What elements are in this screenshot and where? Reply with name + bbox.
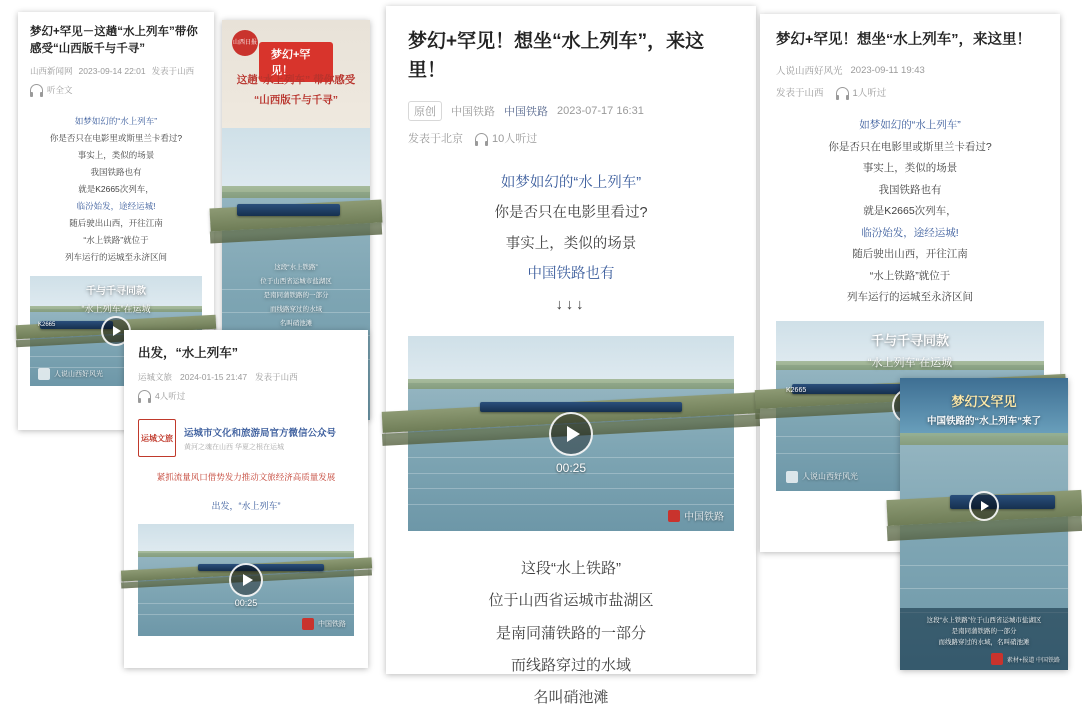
headphone-icon (475, 133, 488, 146)
body-line: 我国铁路也有 (90, 167, 142, 178)
seal-icon: 山西日报 (232, 30, 258, 56)
train-label: K2665 (786, 386, 807, 394)
poster-badge: 梦幻+罕见！ (259, 42, 333, 82)
play-icon[interactable] (229, 563, 263, 597)
logo-icon (991, 653, 1003, 665)
body-line: 列车运行的运城至永济区间 (847, 291, 973, 304)
article-meta (30, 65, 202, 77)
body-line: 如梦如幻的“水上列车” (859, 119, 961, 132)
account-subtitle: 黄河之魂在山西 华夏之根在运城 (184, 443, 284, 451)
footer-credit (991, 653, 1060, 665)
watermark-label: 中国铁路 (318, 621, 346, 629)
page-title: 出发，“水上列车” (138, 346, 239, 360)
body-line: 你是否只在电影里或斯里兰卡看过? (828, 140, 992, 153)
body-line: 这段“水上铁路” (521, 560, 621, 578)
source-label: 山西新闻网 (30, 66, 73, 77)
headphone-icon (836, 87, 849, 100)
play-icon[interactable] (969, 491, 999, 521)
body-line: 是南同蒲铁路的一部分 (495, 624, 647, 642)
down-arrow-icon: ↓↓↓ (555, 296, 587, 313)
logo-icon (668, 510, 680, 522)
body-line: 列车运行的运城至永济区间 (64, 252, 167, 263)
article-meta (138, 371, 354, 383)
official-account-row[interactable] (138, 419, 354, 457)
article-meta-secondary (776, 85, 1044, 99)
listen-label: 1人听过 (852, 88, 887, 100)
train-label: K2665 (38, 322, 56, 329)
publish-location: 发表于山西 (255, 372, 298, 383)
listen-button[interactable] (30, 83, 73, 96)
listen-label: 4人听过 (155, 390, 186, 401)
overlay-subtitle: “水上列车”在运城 (867, 356, 953, 369)
article-body (774, 115, 1046, 309)
author-label: 中国铁路 (451, 106, 495, 118)
account-seal-icon: 运城文旅 (138, 419, 176, 457)
poster-line-1: 这趟“水上列车” 带你感受 (236, 74, 356, 86)
overlay-title: 千与千寻同款 (870, 332, 949, 348)
body-line: 就是K2665次列车， (863, 205, 957, 218)
body-line: “水上铁路”就位于 (83, 235, 149, 246)
overlay-subtitle: 中国铁路的“水上列车”来了 (926, 416, 1041, 427)
caption-4: 而线路穿过的水域 (270, 306, 322, 313)
watermark-label: 人说山西好风光 (54, 371, 103, 379)
video-duration: 00:25 (555, 460, 587, 475)
video-thumbnail-3[interactable] (138, 524, 354, 636)
account-link[interactable]: 中国铁路 (504, 106, 548, 118)
body-line: 名叫硝池滩 (533, 689, 609, 707)
caption-3: 而线路穿过的水域，名叫硝池滩 (938, 638, 1030, 646)
article-meta (408, 101, 734, 121)
headphone-icon (30, 84, 43, 97)
poster-card-6[interactable] (900, 378, 1068, 670)
watermark (668, 508, 724, 523)
article-meta-secondary (408, 130, 734, 146)
slogan-text: 紧抓流量风口借势发力推动文旅经济高质量发展 (156, 472, 336, 483)
publish-location: 发表于北京 (408, 133, 463, 145)
video-duration: 00:25 (234, 598, 258, 609)
listen-label: 听全文 (47, 84, 73, 95)
watermark-label: 人说山西好风光 (802, 472, 858, 482)
overlay-subtitle: “水上列车”在运城 (81, 304, 151, 315)
body-line: 随后驶出山西，开往江南 (69, 218, 163, 229)
source-label: 人说山西好风光 (776, 66, 843, 78)
publish-location: 发表于山西 (151, 66, 195, 77)
body-line: “水上铁路”就位于 (869, 269, 951, 282)
caption-1: 这段“水上铁路” (274, 264, 318, 271)
watermark (786, 471, 858, 483)
publish-datetime: 2023-07-17 16:31 (557, 105, 644, 117)
body-line: 就是K2665次列车， (78, 184, 154, 195)
article-body-2 (406, 553, 736, 714)
article-card-3[interactable] (124, 330, 368, 668)
overlay-title: 梦幻又罕见 (951, 394, 1017, 409)
caption-3: 是南同蒲铁路的一部分 (263, 292, 329, 299)
body-line: 你是否只在电影里看过? (494, 205, 648, 222)
listen-label: 10人听过 (492, 133, 538, 145)
body-line: 随后驶出山西，开往江南 (852, 248, 968, 261)
watermark (38, 368, 103, 380)
headphone-icon (138, 390, 151, 403)
body-line: 我国铁路也有 (878, 183, 942, 196)
publish-date: 2024-01-15 21:47 (180, 372, 248, 383)
video-thumbnail-main[interactable] (408, 336, 734, 531)
page-title: 梦幻+罕见－这趟“水上列车”带你感受“山西版千与千寻” (30, 26, 198, 55)
page-title: 梦幻+罕见！想坐“水上列车”，来这里！ (776, 32, 1031, 48)
poster-image-6[interactable] (900, 378, 1068, 670)
overlay-title: 千与千寻同款 (86, 286, 146, 298)
watermark-label: 中国铁路 (684, 512, 724, 524)
caption-2: 位于山西省运城市盐湖区 (260, 278, 332, 285)
poster-line-2: “山西版千与千寻” (254, 94, 338, 106)
article-card-main[interactable] (386, 6, 756, 707)
account-name: 运城市文化和旅游局官方微信公众号 (184, 427, 337, 439)
listen-button[interactable] (138, 389, 185, 402)
body-line: 临汾始发，途经运城! (861, 226, 959, 239)
body-line: 而线路穿过的水域 (510, 656, 631, 674)
source-label: 运城文旅 (138, 372, 173, 383)
body-line: 事实上，类似的场景 (505, 235, 637, 252)
logo-icon (786, 471, 798, 483)
logo-icon (38, 368, 50, 380)
play-icon[interactable] (549, 412, 593, 456)
body-line: 位于山西省运城市盐湖区 (488, 592, 654, 610)
body-line: 如梦如幻的“水上列车” (74, 116, 158, 127)
listen-button[interactable] (836, 85, 887, 99)
body-line: 事实上，类似的场景 (77, 150, 155, 161)
body-line: 你是否只在电影里或斯里兰卡看过? (49, 133, 183, 144)
article-body (406, 168, 736, 320)
publish-date: 2023-09-11 19:43 (850, 64, 925, 76)
publish-location: 发表于山西 (776, 88, 824, 100)
publish-date: 2023-09-14 22:01 (78, 66, 146, 77)
article-meta (776, 63, 1044, 77)
listen-button[interactable] (475, 130, 537, 146)
body-line: 事实上，类似的场景 (862, 162, 958, 175)
body-line: 临汾始发，途经运城! (76, 201, 156, 212)
headline-link[interactable]: 出发，“水上列车” (211, 501, 281, 512)
body-line: 如梦如幻的“水上列车” (500, 175, 642, 191)
caption-1: 这段“水上铁路”位于山西省运城市盐湖区 (926, 616, 1042, 624)
watermark (302, 618, 346, 630)
footer-label: 素材+报道 中国铁路 (1006, 657, 1060, 664)
original-badge: 原创 (408, 101, 442, 121)
logo-icon (302, 618, 314, 630)
body-line: 中国铁路也有 (527, 266, 615, 283)
caption-5: 名叫硝池滩 (279, 320, 313, 327)
caption-2: 是南同蒲铁路的一部分 (951, 627, 1017, 635)
page-title: 梦幻+罕见！想坐“水上列车”，来这里！ (408, 31, 705, 81)
article-body (28, 113, 204, 266)
